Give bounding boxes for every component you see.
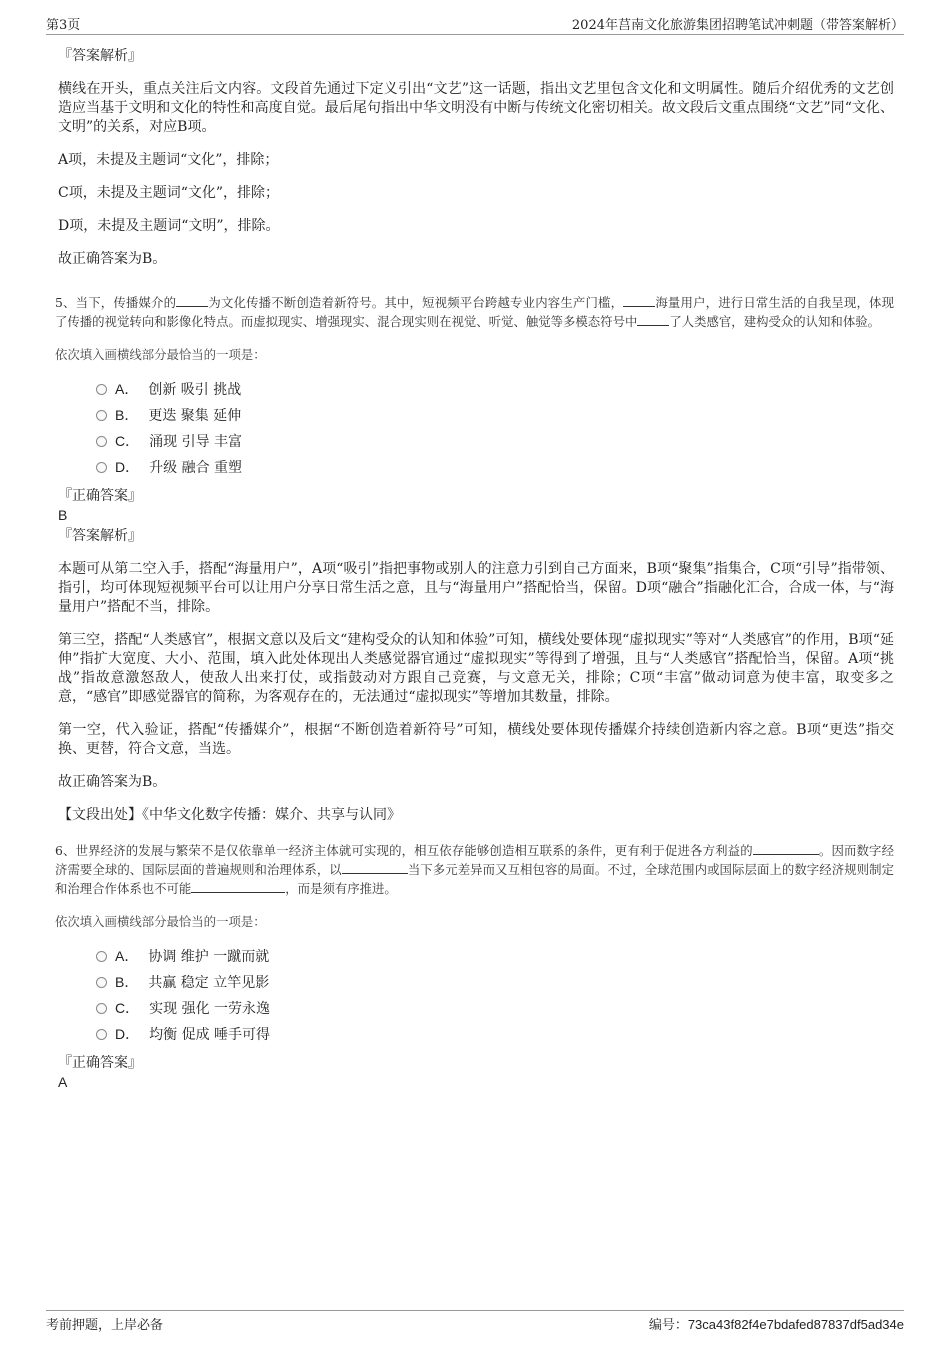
q5-correct-answer: B (58, 507, 68, 523)
q6-option-b[interactable]: B． 共赢 稳定 立竿见影 (96, 969, 894, 995)
q6-options (96, 943, 894, 1047)
q6-correct-answer: A (58, 1074, 68, 1090)
radio-icon[interactable] (96, 1003, 107, 1014)
q6-blank-3 (191, 880, 285, 893)
q5-blank-2 (623, 294, 655, 307)
q5-answer-label: 『正确答案』 (58, 488, 142, 504)
footer-slogan: 考前押题，上岸必备 (46, 1318, 164, 1333)
document-code: 编号：73ca43f82f4e7bdafed87837df5ad34e (648, 1317, 904, 1332)
q5-answer-conclusion: 故正确答案为B。 (58, 774, 167, 790)
q5-blank-1 (176, 294, 208, 307)
q5-option-c[interactable]: C． 涌现 引导 丰富 (96, 428, 894, 454)
q5-analysis-paragraph: 第三空，搭配“人类感官”，根据文意以及后文“建构受众的认知和体验”可知，横线处要体现“虚拟现实”等对“人类感官”的作用，B项“延伸”指扩大宽度、大小、范围，填入此处体现出人类感觉器官通过“虚拟现实”等得到了增强，且与“人类感官”搭配恰当，保留。A项“挑战”指故意激怒敌人，使敌人出来打仗，或指鼓动对方跟自己竞赛，与文意无关，排除；C项“丰富”做动词意为使丰富，取变多之意，“感官”即感觉器官的简称，为客观存在的，无法通过“虚拟现实”等增加其数量，排除。 (58, 632, 894, 705)
q4-analysis-paragraph: A项，未提及主题词“文化”，排除； (58, 152, 279, 168)
radio-icon[interactable] (96, 951, 107, 962)
q4-answer-conclusion: 故正确答案为B。 (58, 251, 167, 267)
q5-prompt: 依次填入画横线部分最恰当的一项是： (55, 347, 266, 362)
q5-question-text: 5、当下，传播媒介的 为文化传播不断创造着新符号。其中，短视频平台跨越专业内容生产门槛， 海量用户，进行日常生活的自我呈现，体现了传播的视觉转向和影像化特点。而虚拟现实、增强现实、混合现实则在视觉、听觉、触觉等多模态符号中 了人类感官，建构受众的认知和体验。 (55, 295, 895, 329)
q4-analysis-label: 『答案解析』 (58, 48, 142, 64)
q6-answer-label: 『正确答案』 (58, 1055, 142, 1071)
q6-blank-2 (342, 861, 408, 874)
q5-option-d[interactable]: D． 升级 融合 重塑 (96, 454, 894, 480)
q4-analysis-paragraph: C项，未提及主题词“文化”，排除； (58, 185, 280, 201)
q5-analysis-paragraph: 本题可从第二空入手，搭配“海量用户”，A项“吸引”指把事物或别人的注意力引到自己方面来，B项“聚集”指集合，C项“引导”指带领、指引，均可体现短视频平台可以让用户分享日常生活之意，且与“海量用户”搭配恰当，保留。D项“融合”指融化汇合，合成一体，与“海量用户”搭配不当，排除。 (58, 561, 894, 615)
q5-options (96, 376, 894, 480)
radio-icon[interactable] (96, 410, 107, 421)
page-number: 第3页 (46, 18, 81, 33)
page-content (55, 46, 895, 1093)
q4-analysis-paragraph: 横线在开头，重点关注后文内容。文段首先通过下定义引出“文艺”这一话题，指出文艺里包含文化和文明属性。随后介绍优秀的文艺创造应当基于文明和文化的特性和高度自觉。最后尾句指出中华文明没有中断与传统文化密切相关。故文段后文重点围绕“文艺”同“文化、文明”的关系，对应B项。 (58, 81, 894, 135)
radio-icon[interactable] (96, 977, 107, 988)
q6-prompt: 依次填入画横线部分最恰当的一项是： (55, 914, 266, 929)
q6-option-c[interactable]: C． 实现 强化 一劳永逸 (96, 995, 894, 1021)
q5-analysis-label: 『答案解析』 (58, 528, 142, 544)
radio-icon[interactable] (96, 1029, 107, 1040)
q4-analysis-paragraph: D项，未提及主题词“文明”，排除。 (58, 218, 280, 234)
q5-option-a[interactable]: A． 创新 吸引 挑战 (96, 376, 894, 402)
q5-blank-3 (637, 313, 669, 326)
page-header (46, 14, 904, 35)
q6-option-a[interactable]: A． 协调 维护 一蹴而就 (96, 943, 894, 969)
page-footer (46, 1310, 904, 1333)
q5-option-b[interactable]: B． 更迭 聚集 延伸 (96, 402, 894, 428)
q6-option-d[interactable]: D． 均衡 促成 唾手可得 (96, 1021, 894, 1047)
document-title: 2024年莒南文化旅游集团招聘笔试冲刺题（带答案解析） (571, 18, 904, 33)
radio-icon[interactable] (96, 384, 107, 395)
q5-source: 【文段出处】《中华文化数字传播：媒介、共享与认同》 (58, 807, 401, 823)
radio-icon[interactable] (96, 436, 107, 447)
q6-blank-1 (753, 842, 819, 855)
q5-analysis-paragraph: 第一空，代入验证，搭配“传播媒介”，根据“不断创造着新符号”可知，横线处要体现传播媒介持续创造新内容之意。B项“更迭”指交换、更替，符合文意，当选。 (58, 722, 894, 757)
q6-question-text: 6、世界经济的发展与繁荣不是仅依靠单一经济主体就可实现的，相互依存能够创造相互联系的条件，更有利于促进各方利益的 。因而数字经济需要全球的、国际层面的普遍规则和治理体系，以 当下多元差异而又互相包容的局面。不过，全球范围内或国际层面上的数字经济规则制定和治理合作体系也不可能 ，而是须有序推进。 (55, 843, 895, 896)
radio-icon[interactable] (96, 462, 107, 473)
